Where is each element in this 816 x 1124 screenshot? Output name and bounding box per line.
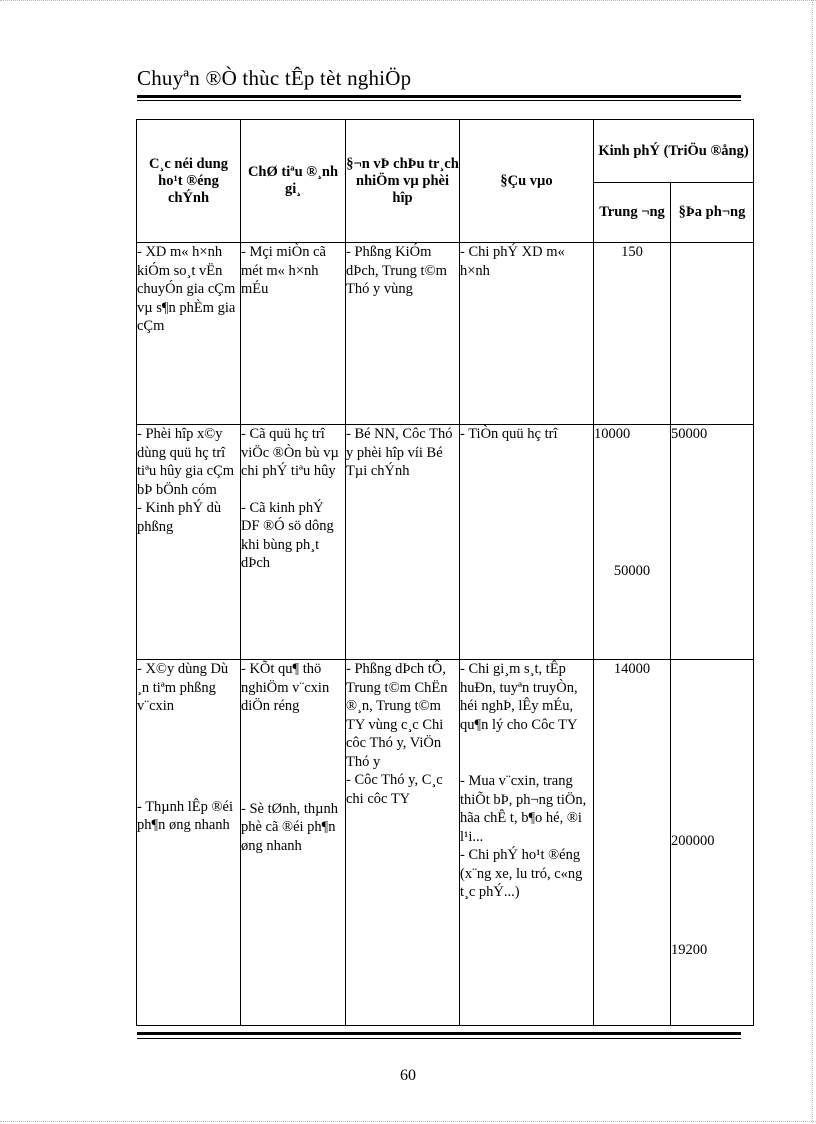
- footer-rule-thick: [137, 1032, 741, 1035]
- table-row: [137, 425, 754, 660]
- cell-text: - Chi phÝ ho¹t ®éng (x¨ng xe, lu tró, c«ng t¸c phÝ...): [460, 847, 583, 900]
- header-rule-thin: [137, 100, 741, 101]
- cell-text: - Cã quü hç trî viÖc ®Òn bù vµ chi phÝ tiªu hûy: [241, 426, 339, 479]
- cell-responsible: [346, 425, 460, 660]
- page-edge-right: [812, 0, 815, 1123]
- header-budget-central: Trung ¬ng: [594, 183, 671, 243]
- cell-activity: [137, 660, 241, 1026]
- budget-table-container: [136, 119, 753, 1025]
- page-header-title: Chuyªn ®Ò thùc tÊp tèt nghiÖp: [137, 66, 412, 90]
- cell-value: 19200: [671, 941, 708, 958]
- cell-text: - Côc Thó y, C¸c chi côc TY: [346, 772, 443, 807]
- cell-activity: [137, 425, 241, 660]
- header-activities: C¸c néi dung ho¹t ®éng chÝnh: [137, 120, 241, 243]
- cell-text: - Kinh phÝ dù phßng: [137, 500, 222, 535]
- header-inputs: §Çu vµo: [460, 120, 594, 243]
- cell-text: - Bé NN, Côc Thó y phèi hîp víi Bé Tµi chÝnh: [346, 426, 453, 479]
- cell-inputs: [460, 425, 594, 660]
- table-row: [137, 660, 754, 1026]
- cell-local: [671, 660, 754, 1026]
- budget-table: [136, 119, 754, 1026]
- cell-text: - Thµnh lÊp ®éi ph¶n øng nhanh: [137, 798, 234, 833]
- cell-text: - Cã kinh phÝ DF ®Ó sö dông khi bùng ph¸t dÞch: [241, 499, 334, 571]
- cell-value: 150: [621, 244, 643, 260]
- cell-central: [594, 660, 671, 1026]
- cell-text: - XD m« h×nh kiÓm so¸t vËn chuyÓn gia cÇm vµ s¶n phÈm gia cÇm: [137, 244, 236, 334]
- cell-inputs: [460, 243, 594, 425]
- cell-central: [594, 425, 671, 660]
- cell-value: 200000: [671, 833, 715, 849]
- cell-text: - Sè tØnh, thµnh phè cã ®éi ph¶n øng nhanh: [241, 800, 338, 854]
- cell-responsible: [346, 243, 460, 425]
- cell-value: 50000: [613, 562, 651, 579]
- cell-criteria: [241, 425, 346, 660]
- cell-criteria: [241, 243, 346, 425]
- cell-activity: [137, 243, 241, 425]
- cell-inputs: [460, 660, 594, 1026]
- header-criteria: ChØ tiªu ®¸nh gi¸: [241, 120, 346, 243]
- page-edge-top: [0, 0, 816, 3]
- header-responsible: §¬n vÞ chÞu tr¸ch nhiÖm vµ phèi hîp: [346, 120, 460, 243]
- cell-text: - Mçi miÒn cã mét m« h×nh mÉu: [241, 244, 326, 297]
- header-budget-local: §Þa ph¬ng: [671, 183, 754, 243]
- cell-value: 14000: [613, 661, 651, 677]
- cell-text: - TiÒn quü hç trî: [460, 426, 558, 442]
- table-row: [137, 243, 754, 425]
- header-rule-thick: [137, 95, 741, 98]
- header-budget: Kinh phÝ (TriÖu ®ång): [594, 120, 754, 183]
- cell-text: - KÕt qu¶ thö nghiÖm v¨cxin diÖn réng: [241, 661, 330, 714]
- cell-local: [671, 425, 754, 660]
- cell-value: 10000: [594, 426, 631, 442]
- cell-value: 50000: [671, 426, 708, 442]
- cell-text: - Chi gi¸m s¸t, tÊp huÐn, tuyªn truyÒn, héi nghÞ, lÊy mÉu, qu¶n lý cho Côc TY: [460, 661, 578, 733]
- cell-criteria: [241, 660, 346, 1026]
- cell-responsible: [346, 660, 460, 1026]
- cell-text: - Mua v¨cxin, trang thiÕt bÞ, ph¬ng tiÖn, hãa chÊ t, b¶o hé, ®i l¹i...: [460, 773, 587, 845]
- cell-central: [594, 243, 671, 425]
- page-number: 60: [400, 1067, 416, 1084]
- footer-rule-thin: [137, 1038, 741, 1039]
- cell-text: - Phßng KiÓm dÞch, Trung t©m Thó y vùng: [346, 244, 447, 297]
- cell-local: [671, 243, 754, 425]
- cell-text: - Phèi hîp x©y dùng quü hç trî tiªu hûy gia cÇm bÞ bÖnh cóm: [137, 426, 235, 498]
- cell-text: - Chi phÝ XD m« h×nh: [460, 244, 565, 279]
- cell-text: - Phßng dÞch tÔ, Trung t©m ChËn ®¸n, Trung t©m TY vùng c¸c Chi côc Thó y, ViÖn Thó y: [346, 661, 448, 770]
- cell-text: - X©y dùng Dù ¸n tiªm phßng v¨cxin: [137, 661, 229, 714]
